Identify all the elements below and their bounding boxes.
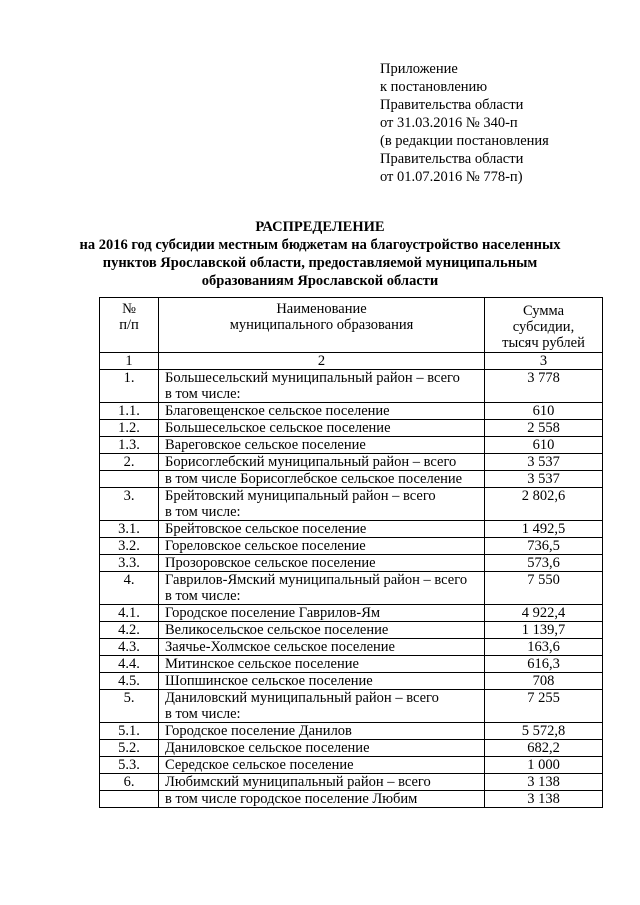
table-row [100, 420, 603, 437]
row-sum: 1 139,7 [485, 622, 603, 639]
row-name [159, 656, 485, 673]
row-name-line: Заячье-Холмское сельское поселение [165, 639, 395, 655]
row-name [159, 757, 485, 774]
row-name [159, 690, 485, 723]
row-sum: 682,2 [485, 740, 603, 757]
title-line: образованиям Ярославской области [201, 273, 439, 289]
appendix-note [380, 60, 549, 186]
table-row [100, 723, 603, 740]
row-name [159, 740, 485, 757]
row-name [159, 521, 485, 538]
header-sum [485, 298, 603, 353]
appendix-line: (в редакции постановления [380, 133, 549, 149]
table-row [100, 572, 603, 605]
row-name-line: Вареговское сельское поселение [165, 437, 366, 453]
row-name-line: Даниловский муниципальный район – всего [165, 690, 439, 706]
row-name-line: Брейтовский муниципальный район – всего [165, 488, 436, 504]
title-heading: РАСПРЕДЕЛЕНИЕ [255, 219, 385, 235]
row-sum: 3 537 [485, 454, 603, 471]
table-row [100, 639, 603, 656]
table-row [100, 757, 603, 774]
row-number: 4.3. [100, 639, 159, 656]
table-row [100, 471, 603, 488]
header-num-line: п/п [119, 317, 139, 333]
row-sum: 5 572,8 [485, 723, 603, 740]
row-number: 3.2. [100, 538, 159, 555]
row-sum: 708 [485, 673, 603, 690]
row-number: 4. [100, 572, 159, 605]
row-number: 4.1. [100, 605, 159, 622]
index-cell: 2 [159, 353, 485, 370]
header-sum-line: тысяч рублей [502, 334, 585, 351]
row-name-line: в том числе городское поселение Любим [165, 791, 418, 807]
appendix-line: Правительства области [380, 151, 524, 167]
row-name-line: Митинское сельское поселение [165, 656, 359, 672]
header-name [159, 298, 485, 353]
row-name-line: Брейтовское сельское поселение [165, 521, 367, 537]
row-number: 1.1. [100, 403, 159, 420]
row-name-line: в том числе: [165, 706, 241, 722]
appendix-line: Правительства области [380, 97, 524, 113]
row-number: 1. [100, 370, 159, 403]
appendix-line: Приложение [380, 61, 458, 77]
row-name [159, 471, 485, 488]
row-sum: 610 [485, 437, 603, 454]
row-name [159, 538, 485, 555]
row-number [100, 791, 159, 808]
row-name-line: Благовещенское сельское поселение [165, 403, 390, 419]
row-number: 5. [100, 690, 159, 723]
table-row [100, 605, 603, 622]
row-number: 5.2. [100, 740, 159, 757]
table-row [100, 673, 603, 690]
row-name [159, 454, 485, 471]
row-name [159, 572, 485, 605]
row-number: 1.2. [100, 420, 159, 437]
row-name [159, 673, 485, 690]
row-sum: 573,6 [485, 555, 603, 572]
table-row [100, 774, 603, 791]
row-sum: 1 492,5 [485, 521, 603, 538]
row-name-line: Большесельское сельское поселение [165, 420, 391, 436]
row-name-line: Великосельское сельское поселение [165, 622, 389, 638]
row-name-line: в том числе: [165, 386, 241, 402]
title-line: пунктов Ярославской области, предоставляемой муниципальным [102, 255, 538, 271]
row-name-line: Даниловское сельское поселение [165, 740, 370, 756]
table-row [100, 740, 603, 757]
index-cell: 1 [100, 353, 159, 370]
table-row [100, 488, 603, 521]
row-name-line: Городское поселение Гаврилов-Ям [165, 605, 381, 621]
appendix-line: от 31.03.2016 № 340-п [380, 115, 518, 131]
row-sum: 610 [485, 403, 603, 420]
table-row [100, 370, 603, 403]
row-number: 5.3. [100, 757, 159, 774]
row-sum: 163,6 [485, 639, 603, 656]
row-name-line: Любимский муниципальный район – всего [165, 774, 431, 790]
row-name-line: Городское поселение Данилов [165, 723, 352, 739]
table-row [100, 521, 603, 538]
table-row [100, 622, 603, 639]
row-name-line: Середское сельское поселение [165, 757, 354, 773]
row-name-line: в том числе: [165, 588, 241, 604]
index-cell: 3 [485, 353, 603, 370]
row-name [159, 723, 485, 740]
row-name-line: Гореловское сельское поселение [165, 538, 366, 554]
row-name [159, 437, 485, 454]
row-name [159, 488, 485, 521]
appendix-line: к постановлению [380, 79, 488, 95]
row-number: 5.1. [100, 723, 159, 740]
row-name-line: в том числе Борисоглебское сельское поселение [165, 471, 463, 487]
header-name-line: муниципального образования [229, 317, 414, 333]
row-name-line: Борисоглебский муниципальный район – всего [165, 454, 457, 470]
row-number: 4.4. [100, 656, 159, 673]
header-name-line: Наименование [276, 301, 367, 317]
row-sum: 3 138 [485, 774, 603, 791]
row-sum: 1 000 [485, 757, 603, 774]
row-number: 4.2. [100, 622, 159, 639]
row-sum: 2 802,6 [485, 488, 603, 521]
row-name [159, 370, 485, 403]
row-sum: 4 922,4 [485, 605, 603, 622]
row-name [159, 639, 485, 656]
subsidy-table [99, 297, 603, 808]
header-sum-line: Сумма [522, 302, 565, 319]
table-row [100, 538, 603, 555]
table-row [100, 437, 603, 454]
row-number: 6. [100, 774, 159, 791]
row-sum: 616,3 [485, 656, 603, 673]
row-name [159, 403, 485, 420]
row-name-line: Шопшинское сельское поселение [165, 673, 373, 689]
row-sum: 7 550 [485, 572, 603, 605]
row-name [159, 420, 485, 437]
row-number: 2. [100, 454, 159, 471]
header-sum-line: субсидии, [512, 318, 575, 335]
header-num-line: № [122, 301, 136, 317]
row-name [159, 622, 485, 639]
document-title [0, 218, 640, 290]
row-number: 3. [100, 488, 159, 521]
row-name [159, 555, 485, 572]
row-number: 1.3. [100, 437, 159, 454]
header-num [100, 298, 159, 353]
row-number: 3.1. [100, 521, 159, 538]
row-sum: 3 778 [485, 370, 603, 403]
title-line: на 2016 год субсидии местным бюджетам на благоустройство населенных [79, 237, 561, 253]
table-row [100, 656, 603, 673]
row-name-line: в том числе: [165, 504, 241, 520]
table-header-row [100, 298, 603, 353]
table-row [100, 791, 603, 808]
row-sum: 7 255 [485, 690, 603, 723]
row-name-line: Прозоровское сельское поселение [165, 555, 376, 571]
row-sum: 3 537 [485, 471, 603, 488]
row-name [159, 774, 485, 791]
table-row [100, 555, 603, 572]
row-sum: 736,5 [485, 538, 603, 555]
table-row [100, 690, 603, 723]
table-row [100, 403, 603, 420]
row-name-line: Большесельский муниципальный район – всего [165, 370, 460, 386]
row-sum: 2 558 [485, 420, 603, 437]
row-name [159, 605, 485, 622]
table-index-row [100, 353, 603, 370]
row-number: 4.5. [100, 673, 159, 690]
row-name-line: Гаврилов-Ямский муниципальный район – всего [165, 572, 468, 588]
appendix-line: от 01.07.2016 № 778-п) [380, 169, 523, 185]
table-row [100, 454, 603, 471]
row-sum: 3 138 [485, 791, 603, 808]
row-number: 3.3. [100, 555, 159, 572]
row-number [100, 471, 159, 488]
row-name [159, 791, 485, 808]
